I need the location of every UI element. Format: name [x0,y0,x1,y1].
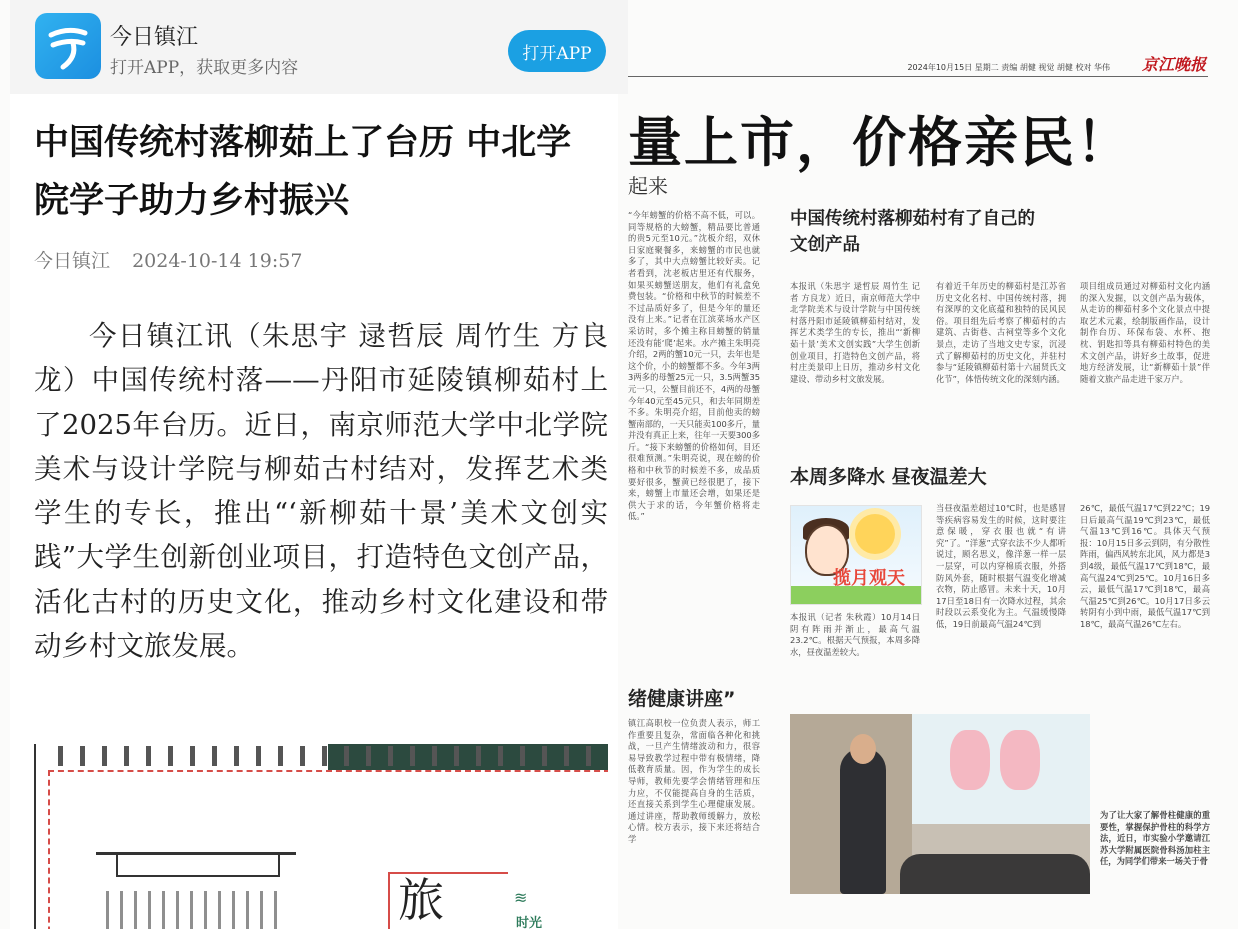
app-name: 今日镇江 [110,25,199,50]
weather-illustration [790,505,922,605]
calendar-image[interactable] [34,744,608,929]
newspaper-article1-title: 中国传统村落柳茹村有了自己的文创产品 [790,209,1035,255]
newspaper-article1-col1: 本报讯（朱思宇 逯哲辰 周竹生 记者 方良龙）近日，南京师范大学中北学院美术与设计学院与中国传统村落丹阳市延陵镇柳茹村结对，发挥艺术类学生的专长，推出“‘新柳茹十景’美术文创实践”大学生创新创业项目，打造特色文创产品，将村庄美景印上日历，推动乡村文化建设、带动乡村文旅发展。 [790,281,920,384]
logo-glyph-icon [43,21,93,71]
newspaper-headline: 量上市，价格亲民！ [628,110,1132,174]
newspaper-article2-title: 本周多降水 昼夜温差大 [790,466,987,488]
app-download-banner[interactable] [10,0,628,94]
newspaper-article1-col2: 有着近千年历史的柳茹村是江苏省历史文化名村、中国传统村落，拥有深厚的文化底蕴和独特的民风民俗。项目组先后考察了柳茹村的古建筑、古街巷、古祠堂等多个文化景点，走访了当地文史专家，沉浸式了解柳茹村的历史文化，并驻村参与“延陵镇柳茹村第十六届贤氏文化节”，体悟传统文化的深刻内涵。 [936,281,1066,384]
article-meta [34,246,302,273]
newspaper-article2-col1: 本报讯（记者 朱秋霞）10月14日阴有阵雨并渐止，最高气温23.2℃。根据天气预报，本周多降水，昼夜温差较大。 [790,612,920,657]
photo-presenter [840,748,886,894]
newspaper-article3-col: 为了让大家了解骨柱健康的重要性，掌握保护骨柱的科学方法，近日，市实验小学邀请江苏大学附属医院骨科汤加柱主任，为同学们带来一场关于骨 [1100,810,1210,867]
newspaper-left-column: “今年螃蟹的价格不高不低，可以。同等规格的大螃蟹，精品要比普通的贵5元至10元。”沈板介绍，双休日家庭聚餐多，来螃蟹的市民也就多了，其中大点螃蟹比较好卖。记者看到，沈老板店里还有代服务，如果买螃蟹送朋友，他们有礼盒免费包装。“价格和中秋节的时候差不不过品质好多了，但是今年的量还没有上来。”记者在江滨菜场水产区采访时，多个摊主称目螃蟹的销量还没有能‘爬’起来。水产摊主朱明亮介绍，2两的蟹10元一只，去年也是这个价，小的螃蟹都不多。今年3两3两多的母蟹25元一只，3.5两蟹35元一只，公蟹目前还不，4两的母蟹今年40元至45元只，和去年同期差不多。朱明亮介绍，目前他卖的螃蟹南部的，一天只能卖100多斤，量并没有真正上来，往年一天要300多斤。“接下来螃蟹的价格如何，目还很难预测。”朱明亮说，现在螃的价格和中秋节的时候差不多，成品质要好很多，蟹黄已经很肥了，接下来，螃蟹上市量还会增，如果还是供大于求的话，今年蟹价格将走低。” [628,210,760,522]
newspaper-left-section-title: 绪健康讲座” [628,688,736,710]
newspaper-logo: 京江晚报 [1141,55,1206,74]
article-panel [10,94,618,929]
archway-drawing [96,852,296,929]
calendar-subtitle-text: 时光 [516,916,543,929]
photo-presenter-head [850,734,876,764]
calendar-title-text: 旅 [398,873,444,927]
newspaper-article2-col3: 26℃，最低气温17℃到22℃；19日后最高气温19℃到23℃，最低气温13℃到16℃。具体天气预报：10月15日多云到阴，有分散性阵雨，偏西风转东北风，风力都是3到4级，最低气温17℃到18℃，最高气温24℃到25℃。10月16日多云，最低气温17℃到18℃，最高气温25℃到26℃。10月17日多云转阴有小到中雨，最低气温17℃到18℃，最高气温26℃左右。 [1080,503,1210,629]
photo-audience [900,854,1090,894]
sun-icon [855,514,895,554]
article-source[interactable]: 今日镇江 [34,250,111,272]
article-body: 今日镇江讯（朱思宇 逯哲辰 周竹生 方良龙）中国传统村落——丹阳市延陵镇柳茹村上了2025年台历。近日，南京师范大学中北学院美术与设计学院与柳茹古村结对，发挥艺术类学生的专长，推出“‘新柳茹十景’美术文创实践”大学生创新创业项目，打造特色文创产品，活化古村的历史文化，推动乡村文化建设和带动乡村文旅发展。 [34,320,608,663]
lecture-photo [790,714,1090,894]
app-tagline: 打开APP，获取更多内容 [110,58,299,78]
newspaper-masthead [628,55,1208,77]
article-datetime: 2024-10-14 19:57 [132,250,303,272]
photo-diagram-right [1000,730,1040,790]
weather-illustration-caption: 揽月观天 [833,568,905,589]
newspaper-article1-col3: 项目组成员通过对柳茹村文化内涵的深入发掘，以文创产品为载体，从走访的柳茹村多个文化景点中提取艺术元素，绘制版画作品，设计制作台历、环保布袋、水杯、抱枕、钥匙扣等具有柳茹村特色的美术文创产品，讲好乡土故事，促进地方经济发展，让“新柳茹十景”伴随着文旅产品走进千家万户。 [1080,281,1210,384]
jinri-zhenjiang-logo-icon[interactable] [35,13,101,79]
newspaper-left-column-2: 镇江高职校一位负责人表示，师工作重要且复杂，常面临各种化和挑战，一旦产生情绪波动和力，很容易导致教学过程中带有极情绪，降低教育质量。因，作为学生的成长导师，教师先要学会情绪管理和压力应，不仅能提高自身的生活质，还直接关系到学生心理健康发展。通过讲座，帮助教师缓解力，放松心情。校方表示，接下来还将结合学 [628,718,760,844]
waves-icon: ≋ [514,888,528,907]
calendar-rings [58,746,598,766]
masthead-info: 2024年10月15日 星期二 责编 胡健 视觉 胡健 校对 华伟 [907,63,1110,72]
open-app-button[interactable]: 打开APP [508,30,606,72]
newspaper-subheadline: 起来 [628,174,668,198]
newspaper-article2-col2: 当昼夜温差超过10℃时，也是感冒等疾病容易发生的时候，这时要注意保暖，穿衣服也就“有讲究”了。“洋葱”式穿衣法不少人都听说过，顾名思义，像洋葱一样一层一层穿，可以内穿棉质衣服，外搭防风外套，随时根据气温变化增减衣物，防止感冒。未来十天，10月17日至18日有一次降水过程，其余时段以云系变化为主。气温缓慢降低，19日前最高气温24℃到 [936,503,1066,629]
photo-diagram-left [950,730,990,790]
article-title: 中国传统村落柳茹上了台历 中北学院学子助力乡村振兴 [34,122,572,221]
